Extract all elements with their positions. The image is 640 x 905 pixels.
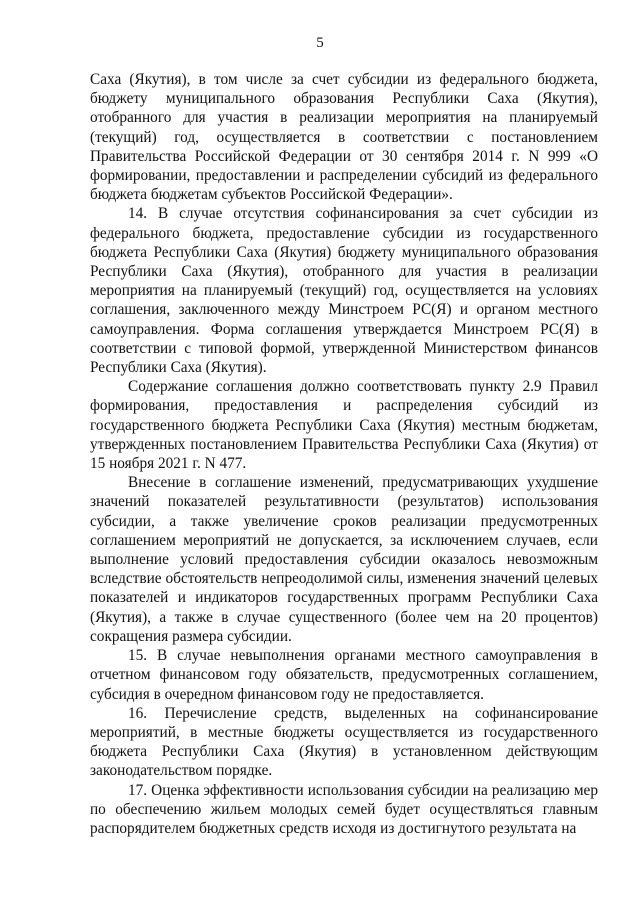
paragraph-agreement-changes: Внесение в соглашение изменений, предусматривающих ухудшение значений показателей результативности (результатов) использования субсидии, а также увеличение сроков реализации предусмотренных соглашением мероприятий не допускается, за исключением случаев, если выполнение условий предоставления субсидии оказалось невозможным вследствие обстоятельств непреодолимой силы, изменения значений целевых показателей и индикаторов государственных программ Республики Саха (Якутия), а также в случае существенного (более чем на 20 процентов) сокращения размера субсидии. <box>90 474 598 645</box>
page-number: 5 <box>316 35 324 51</box>
paragraph-item-14: 14. В случае отсутствия софинансирования за счет субсидии из федерального бюджета, предоставление субсидии из государственного бюджета Республики Саха (Якутия) бюджету муниципального образования Республики Саха (Якутия), отобранного для участия в реализации мероприятия на планируемый (текущий) год, осуществляется на условиях соглашения, заключенного между Минстроем РС(Я) и органом местного самоуправления. Форма соглашения утверждается Минстроем РС(Я) в соответствии с типовой формой, утвержденной Министерством финансов Республики Саха (Якутия). <box>90 205 598 377</box>
paragraph-item-16: 16. Перечисление средств, выделенных на софинансирование мероприятий, в местные бюджеты осуществляется из государственного бюджета Республики Саха (Якутия) в установленном действующим законодательством порядке. <box>90 704 598 780</box>
document-body <box>90 70 598 838</box>
paragraph-item-15: 15. В случае невыполнения органами местного самоуправления в отчетном финансовом году обязательств, предусмотренных соглашением, субсидия в очередном финансовом году не предоставляется. <box>90 647 598 703</box>
paragraph-continuation: Саха (Якутия), в том числе за счет субсидии из федерального бюджета, бюджету муниципального образования Республики Саха (Якутия), отобранного для участия в реализации мероприятия на планируемый (текущий) год, осуществляется в соответствии с постановлением Правительства Российской Федерации от 30 сентября 2014 г. N 999 «О формировании, предоставлении и распределении субсидий из федерального бюджета бюджетам субъектов Российской Федерации». <box>90 71 598 204</box>
paragraph-item-17: 17. Оценка эффективности использования субсидии на реализацию мер по обеспечению жильем молодых семей будет осуществляться главным распорядителем бюджетных средств исходя из достигнутого результата на <box>90 781 598 837</box>
paragraph-agreement-content: Содержание соглашения должно соответствовать пункту 2.9 Правил формирования, предоставления и распределения субсидий из государственного бюджета Республики Саха (Якутия) местным бюджетам, утвержденных постановлением Правительства Республики Саха (Якутия) от 15 ноября 2021 г. N 477. <box>90 378 598 473</box>
